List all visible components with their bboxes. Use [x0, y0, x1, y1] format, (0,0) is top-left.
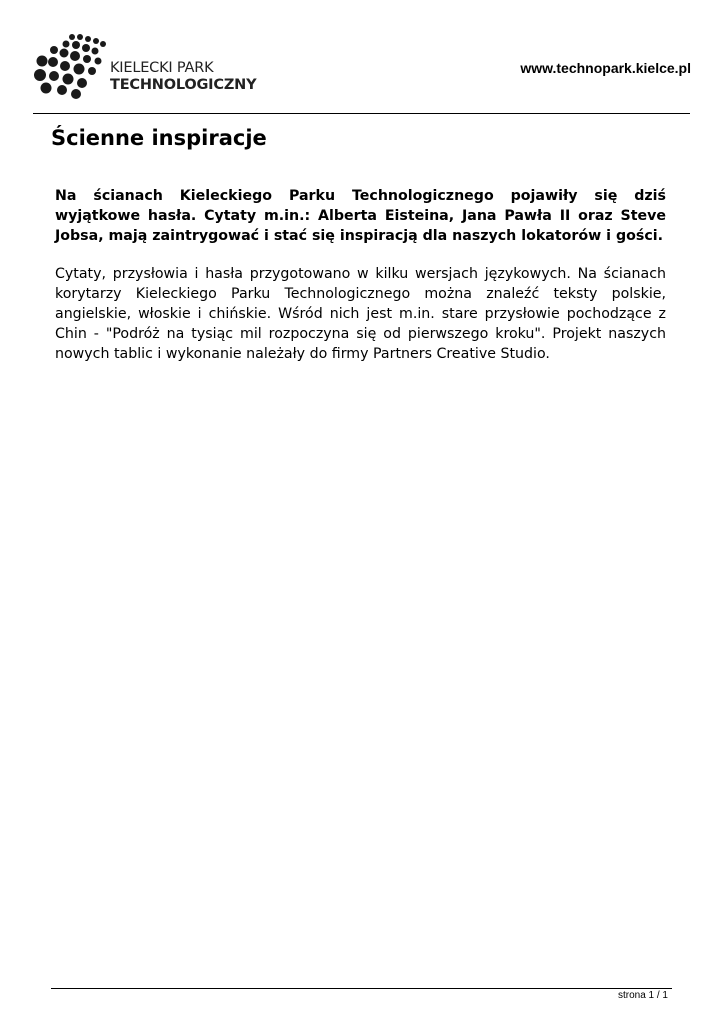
- site-url: www.technopark.kielce.pl: [520, 60, 691, 76]
- page-number: strona 1 / 1: [617, 990, 668, 1001]
- logo-line-1: KIELECKI PARK: [110, 60, 214, 76]
- page-title: Ścienne inspiracje: [51, 126, 267, 150]
- logo-wordmark: [110, 61, 256, 92]
- article-body: Cytaty, przysłowia i hasła przygotowano w kilku wersjach językowych. Na ścianach korytarzy Kieleckiego Parku Technologicznego można znaleźć teksty polskie, angielskie, włoskie i chińskie. Wśród nich jest m.in. stare przysłowie pochodzące z Chin - "Podróż na tysiąc mil rozpoczyna się od pierwszego kroku". Projekt naszych nowych tablic i wykonanie należały do firmy Partners Creative Studio.: [55, 265, 666, 363]
- footer-divider: [51, 988, 672, 989]
- header-divider: [33, 113, 690, 114]
- dotted-molecule-logo-icon: [32, 31, 110, 101]
- article-content: [55, 186, 666, 365]
- article-lead: Na ścianach Kieleckiego Parku Technologicznego pojawiły się dziś wyjątkowe hasła. Cytaty m.in.: Alberta Eisteina, Jana Pawła II oraz Steve Jobsa, mają zaintrygować i stać się inspiracją dla naszych lokatorów i gości.: [55, 188, 666, 245]
- logo-line-2: TECHNOLOGICZNY: [110, 76, 257, 93]
- kielecki-park-logo: [32, 31, 257, 101]
